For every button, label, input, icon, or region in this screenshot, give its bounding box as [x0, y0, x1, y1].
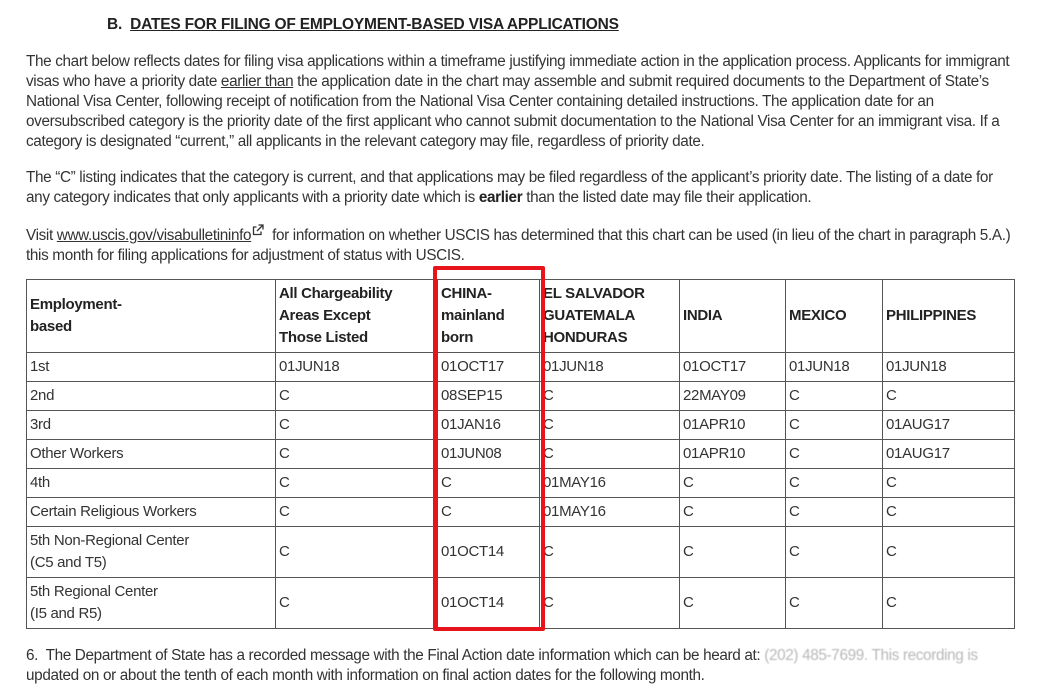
- table-cell: 01JUN18: [786, 353, 883, 382]
- column-header-line: Employment-: [30, 296, 122, 313]
- paragraph-text: The chart below reflects dates for filing visa applications within a timeframe justifying immediate action in the application process. Applicants for immigrant visas who have a priority date: [26, 53, 1010, 90]
- table-header-row: [27, 280, 1015, 353]
- column-header-line: INDIA: [683, 307, 723, 324]
- paragraph-c-listing: [26, 168, 1018, 208]
- paragraph-number: 6.: [26, 647, 39, 664]
- underlined-earlier-than: earlier than: [220, 73, 294, 90]
- column-header-line: GUATEMALA: [543, 307, 636, 324]
- table-cell: C: [883, 498, 1015, 527]
- table-cell: C: [883, 527, 1015, 578]
- row-label: [27, 578, 276, 629]
- table-cell: C: [786, 578, 883, 629]
- column-header-line: EL SALVADOR: [543, 285, 645, 302]
- table-cell: 01OCT14: [438, 527, 540, 578]
- column-header-line: Those Listed: [279, 329, 368, 346]
- table-cell: 01APR10: [680, 411, 786, 440]
- table-cell: C: [786, 469, 883, 498]
- section-title: DATES FOR FILING OF EMPLOYMENT-BASED VISA APPLICATIONS: [130, 16, 619, 33]
- table-cell: 01JUN08: [438, 440, 540, 469]
- external-link-icon[interactable]: [252, 224, 264, 236]
- table-cell: C: [276, 411, 438, 440]
- row-label: [27, 469, 276, 498]
- table-cell: 01MAY16: [540, 469, 680, 498]
- row-label: [27, 353, 276, 382]
- table-row: [27, 353, 1015, 382]
- paragraph-text: The Department of State has a recorded message with the Final Action date information which can be heard at:: [45, 647, 765, 664]
- uscis-visabulletin-link[interactable]: www.uscis.gov/visabulletininfo: [56, 227, 252, 244]
- table-cell: C: [540, 527, 680, 578]
- row-label-line: 4th: [30, 474, 50, 491]
- row-label-line: 1st: [30, 358, 50, 375]
- table-cell: 01AUG17: [883, 440, 1015, 469]
- table-cell: 01AUG17: [883, 411, 1015, 440]
- table-cell: C: [786, 440, 883, 469]
- table-cell: C: [540, 382, 680, 411]
- column-header-line: Areas Except: [279, 307, 371, 324]
- column-header-line: PHILIPPINES: [886, 307, 977, 324]
- paragraph-text: updated on or about the tenth of each month with information on final action dates for the following month.: [26, 667, 705, 684]
- paragraph-text: the application date in the chart may assemble and submit required documents to the Department of State’s National Visa Center, following receipt of notification from the National Visa Center containing detailed instructions. The application date for an oversubscribed category is the priority date of the first applicant who cannot submit documentation to the National Visa Center for an immigrant visa. If a category is designated “current,” all applicants in the relevant category may file, regardless of priority date.: [26, 73, 1000, 150]
- row-label-line: (C5 and T5): [30, 554, 107, 571]
- employment-dates-table: [26, 279, 1015, 629]
- section-heading: [107, 16, 619, 34]
- table-cell: 01JAN16: [438, 411, 540, 440]
- table-cell: C: [786, 498, 883, 527]
- column-header: [786, 280, 883, 353]
- row-label: [27, 440, 276, 469]
- table-cell: C: [786, 411, 883, 440]
- table-cell: C: [883, 382, 1015, 411]
- paragraph-text: The “C” listing indicates that the category is current, and that applications may be filed regardless of the applicant’s priority date. The listing of a date for any category indicates that only applicants with a priority date which is: [26, 169, 993, 206]
- table-cell: C: [883, 578, 1015, 629]
- row-label: [27, 382, 276, 411]
- row-label-line: 3rd: [30, 416, 51, 433]
- table-cell: C: [540, 578, 680, 629]
- column-header-line: mainland: [441, 307, 505, 324]
- column-header: [27, 280, 276, 353]
- column-header: [883, 280, 1015, 353]
- table-row: [27, 498, 1015, 527]
- table-cell: C: [883, 469, 1015, 498]
- table-cell: 01OCT17: [680, 353, 786, 382]
- table-cell: 22MAY09: [680, 382, 786, 411]
- table-cell: 08SEP15: [438, 382, 540, 411]
- table-cell: C: [680, 527, 786, 578]
- table-row: [27, 382, 1015, 411]
- column-header-line: born: [441, 329, 474, 346]
- column-header: [438, 280, 540, 353]
- table-cell: 01JUN18: [276, 353, 438, 382]
- column-header-line: CHINA-: [441, 285, 492, 302]
- column-header-line: HONDURAS: [543, 329, 628, 346]
- table-cell: C: [540, 411, 680, 440]
- row-label-line: (I5 and R5): [30, 605, 102, 622]
- table-row: [27, 578, 1015, 629]
- paragraph-uscis-visit: [26, 224, 1018, 266]
- paragraph-recorded-message: [26, 646, 1026, 686]
- column-header-line: based: [30, 318, 72, 335]
- column-header: [680, 280, 786, 353]
- column-header: [276, 280, 438, 353]
- table-cell: 01OCT14: [438, 578, 540, 629]
- table-cell: C: [786, 527, 883, 578]
- row-label-line: Other Workers: [30, 445, 124, 462]
- column-header-line: MEXICO: [789, 307, 847, 324]
- table-cell: C: [276, 469, 438, 498]
- table-cell: C: [276, 382, 438, 411]
- table-cell: C: [786, 382, 883, 411]
- column-header: [540, 280, 680, 353]
- table-cell: C: [680, 469, 786, 498]
- table-row: [27, 527, 1015, 578]
- row-label-line: 5th Regional Center: [30, 583, 158, 600]
- table-cell: C: [276, 498, 438, 527]
- paragraph-text: than the listed date may file their application.: [522, 189, 812, 206]
- table-row: [27, 440, 1015, 469]
- table-cell: C: [680, 578, 786, 629]
- row-label-line: 5th Non-Regional Center: [30, 532, 190, 549]
- column-header-line: All Chargeability: [279, 285, 393, 302]
- table-cell: 01MAY16: [540, 498, 680, 527]
- row-label: [27, 527, 276, 578]
- table-cell: C: [438, 498, 540, 527]
- row-label-line: Certain Religious Workers: [30, 503, 197, 520]
- table-cell: 01JUN18: [883, 353, 1015, 382]
- paragraph-text: for information on whether USCIS has determined that this chart can be used (in lieu of the chart in paragraph 5.A.) this month for filing applications for adjustment of status with USCIS.: [26, 227, 1011, 264]
- table-row: [27, 469, 1015, 498]
- row-label: [27, 411, 276, 440]
- table-cell: 01JUN18: [540, 353, 680, 382]
- table-cell: C: [276, 440, 438, 469]
- table-cell: C: [680, 498, 786, 527]
- table-cell: C: [540, 440, 680, 469]
- faded-phone-text: (202) 485-7699. This recording is: [764, 647, 978, 664]
- row-label: [27, 498, 276, 527]
- table-cell: C: [276, 527, 438, 578]
- row-label-line: 2nd: [30, 387, 55, 404]
- table-cell: 01OCT17: [438, 353, 540, 382]
- section-letter: B.: [107, 16, 123, 33]
- table-cell: 01APR10: [680, 440, 786, 469]
- table-cell: C: [276, 578, 438, 629]
- table-row: [27, 411, 1015, 440]
- table-cell: C: [438, 469, 540, 498]
- bold-earlier: earlier: [478, 189, 523, 206]
- table-body: [27, 353, 1015, 629]
- paragraph-text: Visit: [26, 227, 57, 244]
- paragraph-filing-dates-intro: [26, 52, 1018, 152]
